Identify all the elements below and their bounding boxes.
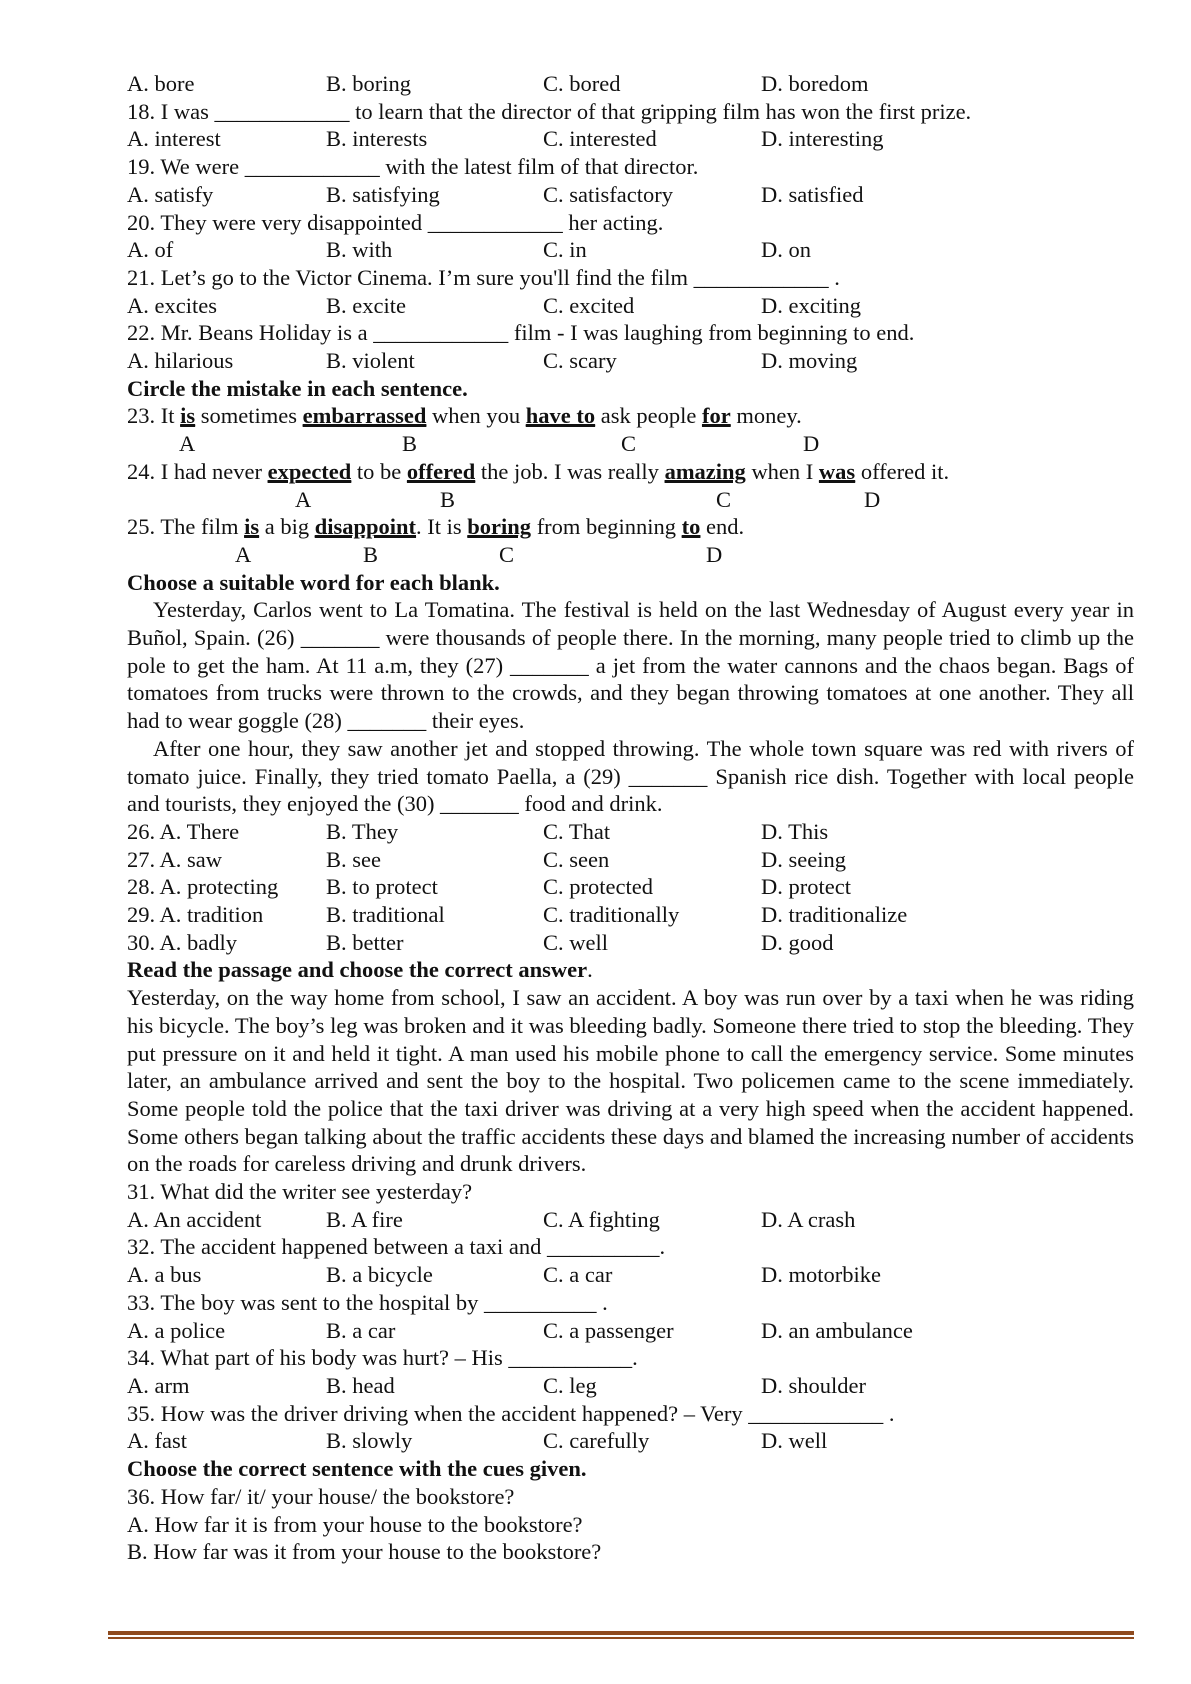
option-c[interactable]: C. scary (543, 348, 617, 374)
question-34: 34. What part of his body was hurt? – His ___________. (127, 1345, 638, 1371)
option-d[interactable]: D. A crash (761, 1206, 856, 1232)
worksheet-page (127, 70, 1134, 1566)
option-b[interactable]: B. satisfying (326, 181, 440, 207)
sentence-text: from beginning (531, 514, 682, 540)
option-d[interactable]: D. motorbike (761, 1262, 881, 1288)
option-d[interactable]: D. interesting (761, 126, 884, 152)
option-c[interactable]: C. protected (543, 874, 653, 900)
option-a[interactable]: A. a bus (127, 1262, 202, 1288)
letter-a: A (295, 486, 312, 512)
sentence-text: 25. The film (127, 514, 245, 540)
option-c[interactable]: C. traditionally (543, 902, 680, 928)
question-36: 36. How far/ it/ your house/ the bookstore? (127, 1483, 515, 1509)
option-b[interactable]: B. head (326, 1373, 395, 1398)
option-a[interactable]: 30. A. badly (127, 929, 237, 955)
option-c[interactable]: C. well (543, 929, 608, 955)
q17-options (127, 70, 1134, 98)
option-a[interactable]: A. fast (127, 1428, 187, 1454)
option-b[interactable]: B. to protect (326, 874, 438, 900)
q21-options (127, 292, 1134, 320)
question-32: 32. The accident happened between a taxi and __________. (127, 1234, 666, 1260)
option-b[interactable]: B. How far was it from your house to the bookstore? (127, 1539, 602, 1565)
option-d[interactable]: D. on (761, 237, 811, 263)
sentence-text: the job. I was really (475, 458, 665, 484)
option-b[interactable]: B. violent (326, 348, 415, 374)
q29-options (127, 901, 1134, 929)
q27-options (127, 846, 1134, 874)
option-b[interactable]: B. excite (326, 292, 406, 318)
option-d[interactable]: D. moving (761, 348, 858, 374)
underlined-word-a[interactable]: is (244, 514, 260, 540)
option-b[interactable]: B. traditional (326, 902, 445, 928)
underlined-word-b[interactable]: offered (406, 458, 476, 484)
sentence-text: sometimes (195, 403, 303, 429)
option-a[interactable]: 26. A. There (127, 818, 240, 844)
option-c[interactable]: C. a passenger (543, 1317, 674, 1343)
section-heading-read (127, 956, 1134, 984)
option-b[interactable]: B. slowly (326, 1428, 413, 1454)
option-a[interactable]: 29. A. tradition (127, 902, 264, 928)
letter-b: B (402, 431, 418, 457)
option-c[interactable]: C. A fighting (543, 1206, 660, 1232)
option-c[interactable]: C. in (543, 237, 587, 263)
option-c[interactable]: C. interested (543, 126, 657, 152)
letter-c: C (499, 541, 515, 567)
underlined-word-c[interactable]: boring (467, 514, 532, 540)
sentence-text: 23. It (127, 403, 181, 429)
q24-letters (127, 486, 1134, 514)
passage-tomatina-p2: After one hour, they saw another jet and stopped throwing. The whole town square was red with rivers of tomato juice. Finally, they tried tomato Paella, a (29) _______ Spanish rice dish. Together with local people and tourists, they enjoyed the (30) _______ food and drink. (127, 735, 1134, 817)
letter-d: D (803, 431, 820, 457)
sentence-text: when you (426, 403, 526, 429)
option-c[interactable]: C. bored (543, 71, 621, 96)
passage-accident: Yesterday, on the way home from school, I saw an accident. A boy was run over by a taxi when he was riding his bicycle. The boy’s leg was broken and it was bleeding badly. Someone there tried to stop the bleeding. They put pressure on it and held it tight. A man used his mobile phone to call the emergency service. Some minutes later, an ambulance arrived and sent the boy to the hospital. Two policemen came to the scene immediately. Some people told the police that the taxi driver was driving at a very high speed when the accident happened. Some others began talking about the traffic accidents these days and blamed the increasing number of accidents on the roads for careless driving and drunk drivers. (127, 985, 1134, 1177)
underlined-word-a[interactable]: is (180, 403, 196, 429)
letter-b: B (363, 541, 379, 567)
sentence-text: a big (259, 514, 315, 540)
question-35: 35. How was the driver driving when the accident happened? – Very ____________ . (127, 1400, 895, 1426)
q32-options (127, 1261, 1134, 1289)
q22-options (127, 347, 1134, 375)
sentence-text: to be (351, 458, 407, 484)
option-c[interactable]: C. That (543, 818, 611, 844)
option-a[interactable]: A. a police (127, 1317, 226, 1343)
q34-options (127, 1372, 1134, 1400)
option-a[interactable]: 27. A. saw (127, 846, 222, 872)
option-d[interactable]: D. traditionalize (761, 902, 908, 928)
q35-options (127, 1427, 1134, 1455)
question-33: 33. The boy was sent to the hospital by __________ . (127, 1289, 608, 1315)
question-21: 21. Let’s go to the Victor Cinema. I’m sure you'll find the film ____________ . (127, 264, 840, 290)
option-c[interactable]: C. carefully (543, 1428, 650, 1454)
option-d[interactable]: D. an ambulance (761, 1317, 913, 1343)
option-d[interactable]: D. boredom (761, 71, 869, 96)
sentence-text: when I (745, 458, 819, 484)
question-25 (127, 513, 1134, 541)
option-c[interactable]: C. a car (543, 1262, 613, 1288)
sentence-text: end. (700, 514, 745, 540)
letter-d: D (706, 541, 723, 567)
option-a[interactable]: A. An accident (127, 1206, 262, 1232)
option-a[interactable]: A. arm (127, 1373, 190, 1398)
option-b[interactable]: B. a bicycle (326, 1262, 433, 1288)
option-b[interactable]: B. A fire (326, 1206, 403, 1232)
sentence-text: . It is (416, 514, 468, 540)
option-c[interactable]: C. seen (543, 846, 610, 872)
q26-options (127, 818, 1134, 846)
q33-options (127, 1317, 1134, 1345)
footer-divider (108, 1631, 1134, 1640)
section-heading-blank: Choose a suitable word for each blank. (127, 569, 500, 595)
option-b[interactable]: B. interests (326, 126, 428, 152)
sentence-text: 24. I had never (127, 458, 268, 484)
underlined-word-d[interactable]: to (681, 514, 701, 540)
option-b[interactable]: B. better (326, 929, 404, 955)
section-heading-read-period: . (587, 957, 593, 983)
option-a[interactable]: 28. A. protecting (127, 874, 279, 900)
q19-options (127, 181, 1134, 209)
letter-c: C (716, 486, 732, 512)
q31-options (127, 1206, 1134, 1234)
q18-options (127, 125, 1134, 153)
question-23 (127, 402, 1134, 430)
option-a[interactable]: A. excites (127, 292, 217, 318)
question-20: 20. They were very disappointed ____________ her acting. (127, 209, 664, 235)
option-c[interactable]: C. excited (543, 292, 635, 318)
option-b[interactable]: B. They (326, 818, 399, 844)
underlined-word-c[interactable]: have to (525, 403, 596, 429)
question-18: 18. I was ____________ to learn that the director of that gripping film has won the first prize. (127, 98, 972, 124)
option-d[interactable]: D. seeing (761, 846, 846, 872)
option-a[interactable]: A. of (127, 237, 174, 263)
option-a[interactable]: A. bore (127, 71, 195, 96)
underlined-word-a[interactable]: expected (267, 458, 352, 484)
question-19: 19. We were ____________ with the latest film of that director. (127, 154, 699, 180)
question-31: 31. What did the writer see yesterday? (127, 1179, 473, 1205)
q23-letters (127, 430, 1134, 458)
underlined-word-d[interactable]: was (818, 458, 856, 484)
underlined-word-d[interactable]: for (701, 403, 731, 429)
option-d[interactable]: D. exciting (761, 292, 861, 318)
sentence-text: money. (730, 403, 802, 429)
section-heading-sentence: Choose the correct sentence with the cues given. (127, 1456, 587, 1482)
option-a[interactable]: A. How far it is from your house to the bookstore? (127, 1511, 583, 1537)
q30-options (127, 929, 1134, 957)
q20-options (127, 236, 1134, 264)
option-d[interactable]: D. This (761, 818, 829, 844)
option-a[interactable]: A. satisfy (127, 181, 214, 207)
sentence-text: ask people (595, 403, 702, 429)
letter-a: A (235, 541, 252, 567)
underlined-word-b[interactable]: embarrassed (302, 403, 427, 429)
question-22: 22. Mr. Beans Holiday is a ____________ film - I was laughing from beginning to end. (127, 320, 915, 346)
question-24 (127, 458, 1134, 486)
option-b[interactable]: B. see (326, 846, 381, 872)
sentence-text: offered it. (855, 458, 950, 484)
letter-d: D (864, 486, 881, 512)
option-c[interactable]: C. satisfactory (543, 181, 673, 207)
option-b[interactable]: B. boring (326, 71, 412, 96)
option-d[interactable]: D. satisfied (761, 181, 864, 207)
option-d[interactable]: D. shoulder (761, 1373, 866, 1398)
option-d[interactable]: D. protect (761, 874, 851, 900)
option-b[interactable]: B. with (326, 237, 393, 263)
underlined-word-b[interactable]: disappoint (314, 514, 417, 540)
option-d[interactable]: D. good (761, 929, 834, 955)
letter-c: C (621, 431, 637, 457)
option-a[interactable]: A. interest (127, 126, 221, 152)
section-heading-mistake: Circle the mistake in each sentence. (127, 375, 468, 401)
passage-tomatina-p1: Yesterday, Carlos went to La Tomatina. The festival is held on the last Wednesday of August every year in Buñol, Spain. (26) _______ were thousands of people there. In the morning, many people tried to climb up the pole to get the ham. At 11 a.m, they (27) _______ a jet from the water cannons and the chaos began. Bags of tomatoes from trucks were thrown to the crowds, and they began throwing tomatoes at one another. They all had to wear goggle (28) _______ their eyes. (127, 597, 1134, 734)
option-c[interactable]: C. leg (543, 1373, 597, 1398)
q25-letters (127, 541, 1134, 569)
q28-options (127, 873, 1134, 901)
option-d[interactable]: D. well (761, 1428, 828, 1454)
letter-b: B (440, 486, 456, 512)
option-b[interactable]: B. a car (326, 1317, 396, 1343)
underlined-word-c[interactable]: amazing (664, 458, 746, 484)
option-a[interactable]: A. hilarious (127, 348, 234, 374)
letter-a: A (179, 431, 196, 457)
section-heading-read-text: Read the passage and choose the correct answer (127, 957, 588, 983)
